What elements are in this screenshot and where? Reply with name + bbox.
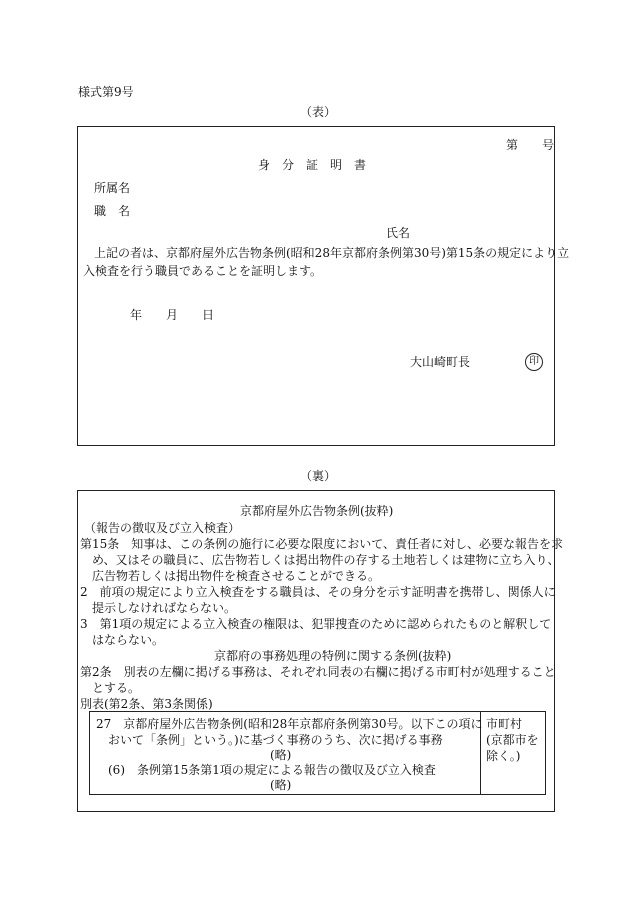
issuer-label: 大山崎町長 <box>410 355 471 369</box>
certificate-front-box <box>77 126 570 446</box>
paragraph-3-line: 3 第1項の規定による立入検査の権限は、犯罪捜査のために認められたものと解釈して <box>80 617 552 631</box>
front-side-label: （表） <box>300 105 337 119</box>
special-ordinance-title: 京都府の事務処理の特例に関する条例(抜粋) <box>214 649 452 663</box>
article-15-line: め、又はその職員に、広告物若しくは掲出物件の存する土地若しくは建物に立ち入り、 <box>92 553 560 567</box>
table-left-line: 27 京都府屋外広告物条例(昭和28年京都府条例第30号。以下この項に <box>96 717 483 731</box>
certificate-title: 身 分 証 明 書 <box>258 158 367 172</box>
table-left-line: (6) 条例第15条第1項の規定による報告の徴収及び立入検査 <box>108 763 436 777</box>
ordinance-title: 京都府屋外広告物条例(抜粋) <box>240 504 394 518</box>
table-omitted-mark: (略) <box>270 778 292 792</box>
table-right-line: 除く。) <box>486 749 521 763</box>
certificate-number-label: 第 号 <box>506 138 555 152</box>
form-number: 様式第9号 <box>78 85 134 99</box>
table-right-line: (京都市を <box>486 733 539 747</box>
seal-mark: 印 <box>525 353 543 371</box>
appendix-label: 別表(第2条、第3条関係) <box>80 697 213 711</box>
paragraph-2-line: 提示しなければならない。 <box>92 601 237 615</box>
certificate-body-line: 上記の者は、京都府屋外広告物条例(昭和28年京都府条例第30号)第15条の規定により立 <box>94 246 570 260</box>
article-2-line: とする。 <box>92 681 141 695</box>
paragraph-3-line: はならない。 <box>92 633 165 647</box>
article-15-line: 第15条 知事は、この条例の施行に必要な限度において、責任者に対し、必要な報告を求 <box>80 537 564 551</box>
position-label: 職 名 <box>94 204 131 218</box>
name-label: 氏名 <box>386 226 411 240</box>
paragraph-2-line: 2 前項の規定により立入検査をする職員は、その身分を示す証明書を携帯し、関係人に <box>80 585 556 599</box>
article-2-line: 第2条 別表の左欄に掲げる事務は、それぞれ同表の右欄に掲げる市町村が処理すること <box>80 665 556 679</box>
table-right-line: 市町村 <box>486 717 523 731</box>
appendix-table <box>89 711 546 795</box>
section-heading: （報告の徴収及び立入検査） <box>84 521 241 535</box>
certificate-back-box <box>77 490 564 812</box>
back-side-label: （裏） <box>300 469 337 483</box>
article-15-line: 広告物若しくは掲出物件を検査させることができる。 <box>92 569 381 583</box>
table-left-line: おいて「条例」という。)に基づく事務のうち、次に掲げる事務 <box>108 733 443 747</box>
date-label: 年 月 日 <box>130 308 215 322</box>
affiliation-label: 所属名 <box>94 181 131 195</box>
table-omitted-mark: (略) <box>270 748 292 762</box>
certificate-body-line: 入検査を行う職員であることを証明します。 <box>83 264 323 278</box>
